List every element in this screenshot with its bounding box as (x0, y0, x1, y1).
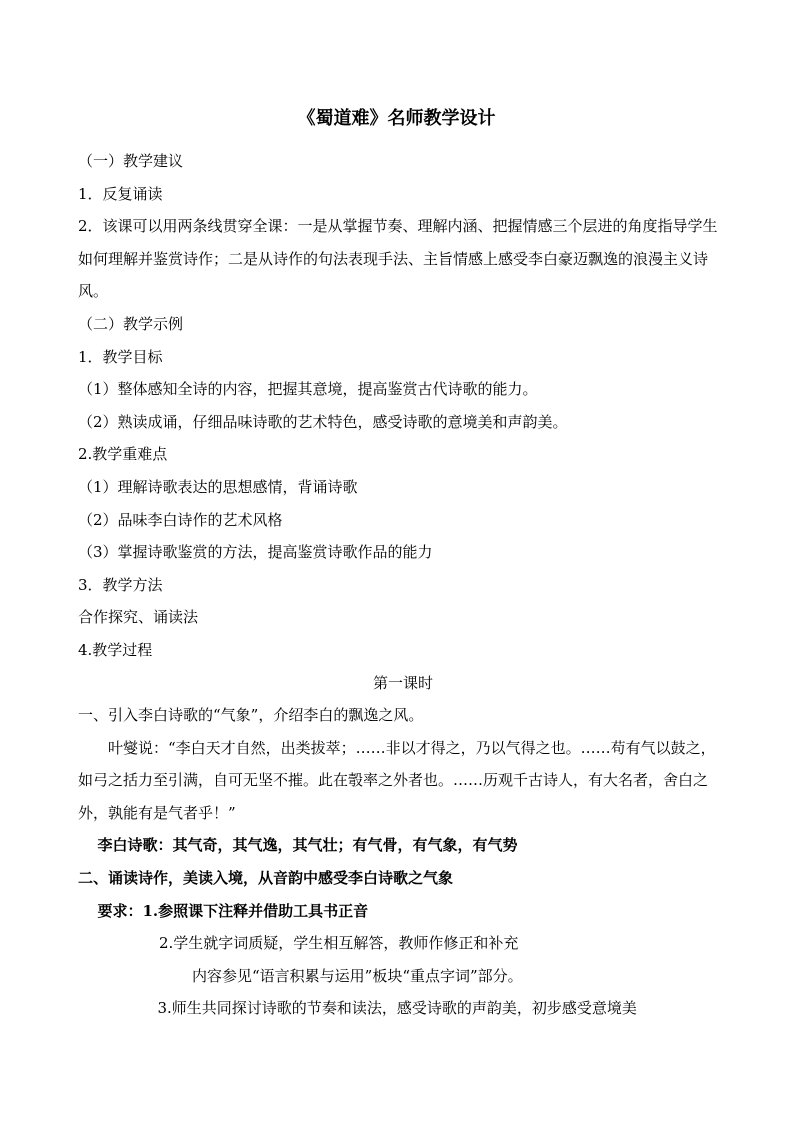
key-point-item-1: （1）理解诗歌表达的思想感情，背诵诗歌 (78, 477, 358, 496)
step-2-heading: 二、诵读诗作，美读入境，从音韵中感受李白诗歌之气象 (78, 869, 454, 888)
subheading-methods: 3．教学方法 (78, 575, 163, 594)
document-body (78, 145, 728, 1025)
key-point-item-2: （2）品味李白诗作的艺术风格 (78, 510, 283, 529)
section-heading-example: （二）教学示例 (78, 314, 184, 333)
requirement-2: 2.学生就字词质疑，学生相互解答，教师作修正和补充 (159, 934, 519, 953)
subheading-key-points: 2.教学重难点 (78, 445, 168, 464)
lesson-heading: 第一课时 (372, 673, 433, 692)
key-point-item-3: （3）掌握诗歌鉴赏的方法，提高鉴赏诗歌作品的能力 (78, 543, 433, 562)
requirement-2-note: 内容参见“语言积累与运用”板块“重点字词”部分。 (192, 966, 523, 985)
suggestion-item-1: 1．反复诵读 (78, 184, 163, 203)
suggestion-item-2: 2．该课可以用两条线贯穿全课：一是从掌握节奏、理解内涵、把握情感三个层进的角度指导学生如何理解并鉴赏诗作；二是从诗作的句法表现手法、主旨情感上感受李白豪迈飘逸的浪漫主义诗风。 (78, 217, 718, 301)
methods-text: 合作探究、诵读法 (78, 608, 199, 627)
li-bai-poetry-summary: 李白诗歌：其气奇，其气逸，其气壮；有气骨，有气象，有气势 (97, 836, 518, 855)
subheading-process: 4.教学过程 (78, 640, 153, 659)
step-1-heading: 一、引入李白诗歌的“气象”，介绍李白的飘逸之风。 (78, 706, 424, 725)
document-title: 《蜀道难》名师教学设计 (297, 108, 496, 129)
requirement-3: 3.师生共同探讨诗歌的节奏和读法，感受诗歌的声韵美，初步感受意境美 (157, 999, 637, 1018)
subheading-objectives: 1．教学目标 (78, 347, 163, 366)
section-heading-suggestions: （一）教学建议 (78, 152, 184, 170)
requirement-1: 要求：1.参照课下注释并借助工具书正音 (97, 901, 369, 920)
objective-item-2: （2）熟读成诵，仔细品味诗歌的艺术特色，感受诗歌的意境美和声韵美。 (78, 412, 568, 431)
quote-paragraph: 叶燮说：“李白天才自然，出类拔萃；……非以才得之，乃以气得之也。……苟有气以鼓之，如弓之括力至引满，自可无坚不摧。此在彀率之外者也。……历观千古诗人，有大名者，舍白之外，孰能有是气者乎！” (78, 738, 716, 822)
objective-item-1: （1）整体感知全诗的内容，把握其意境，提高鉴赏古代诗歌的能力。 (78, 380, 538, 399)
